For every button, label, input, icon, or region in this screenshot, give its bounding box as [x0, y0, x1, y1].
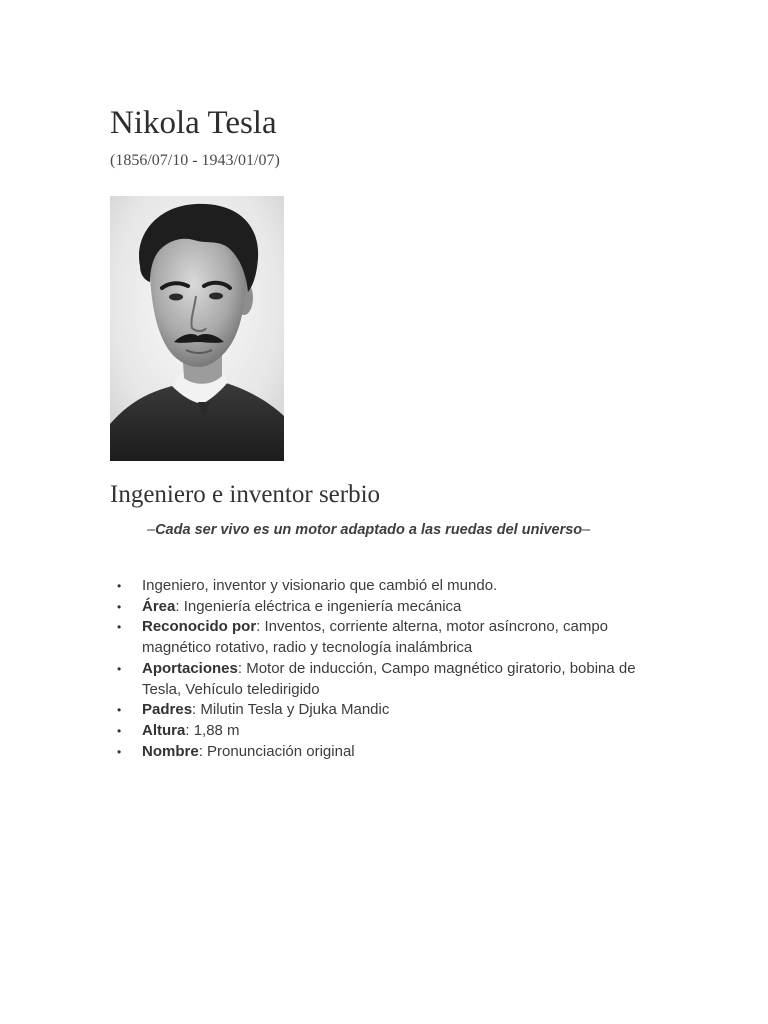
portrait-illustration — [110, 196, 284, 461]
facts-list — [110, 576, 670, 762]
bullet-icon: • — [117, 723, 122, 738]
fact-separator: : — [237, 659, 247, 677]
fact-value: Pronunciación original — [207, 742, 355, 760]
fact-separator: : — [185, 721, 194, 739]
fact-label: Área — [142, 597, 176, 615]
page-title: Nikola Tesla — [110, 105, 277, 141]
fact-value: Motor de inducción, Campo magnético giratorio, bobina de Tesla, Vehículo teledirigido — [142, 659, 636, 698]
fact-label: Altura — [142, 721, 186, 739]
bullet-icon: • — [117, 744, 122, 759]
bullet-icon: • — [117, 599, 122, 614]
list-item — [110, 700, 670, 721]
fact-value: Ingeniero, inventor y visionario que cambió el mundo. — [142, 577, 498, 594]
fact-value: Milutin Tesla y Djuka Mandic — [200, 701, 390, 719]
fact-separator: : — [175, 597, 184, 615]
quote — [147, 519, 590, 541]
fact-value: Ingeniería eléctrica e ingeniería mecánica — [183, 597, 462, 615]
bullet-icon: • — [117, 661, 122, 676]
bullet-icon: • — [117, 579, 122, 593]
life-dates: (1856/07/10 - 1943/01/07) — [110, 152, 280, 169]
quote-open-dash: – — [147, 522, 156, 538]
list-item — [110, 721, 670, 742]
fact-label: Padres — [142, 701, 193, 719]
bullet-icon: • — [117, 703, 122, 718]
list-item — [110, 659, 670, 700]
list-item — [110, 597, 670, 618]
fact-separator: : — [192, 701, 201, 719]
fact-value: 1,88 m — [193, 721, 240, 739]
list-item — [110, 576, 670, 597]
fact-label: Reconocido por — [142, 618, 257, 636]
fact-label: Nombre — [142, 742, 199, 760]
fact-separator: : — [256, 618, 265, 636]
subtitle: Ingeniero e inventor serbio — [110, 481, 381, 508]
quote-text: Cada ser vivo es un motor adaptado a las ruedas del universo — [155, 522, 583, 538]
portrait-image — [110, 196, 284, 461]
quote-close-dash: – — [582, 522, 591, 538]
fact-label: Aportaciones — [142, 659, 238, 677]
bullet-icon: • — [117, 620, 122, 635]
list-item — [110, 617, 670, 658]
fact-value: Inventos, corriente alterna, motor asíncrono, campo magnético rotativo, radio y tecnología inalámbrica — [142, 618, 609, 657]
fact-separator: : — [198, 742, 208, 760]
list-item — [110, 742, 670, 763]
